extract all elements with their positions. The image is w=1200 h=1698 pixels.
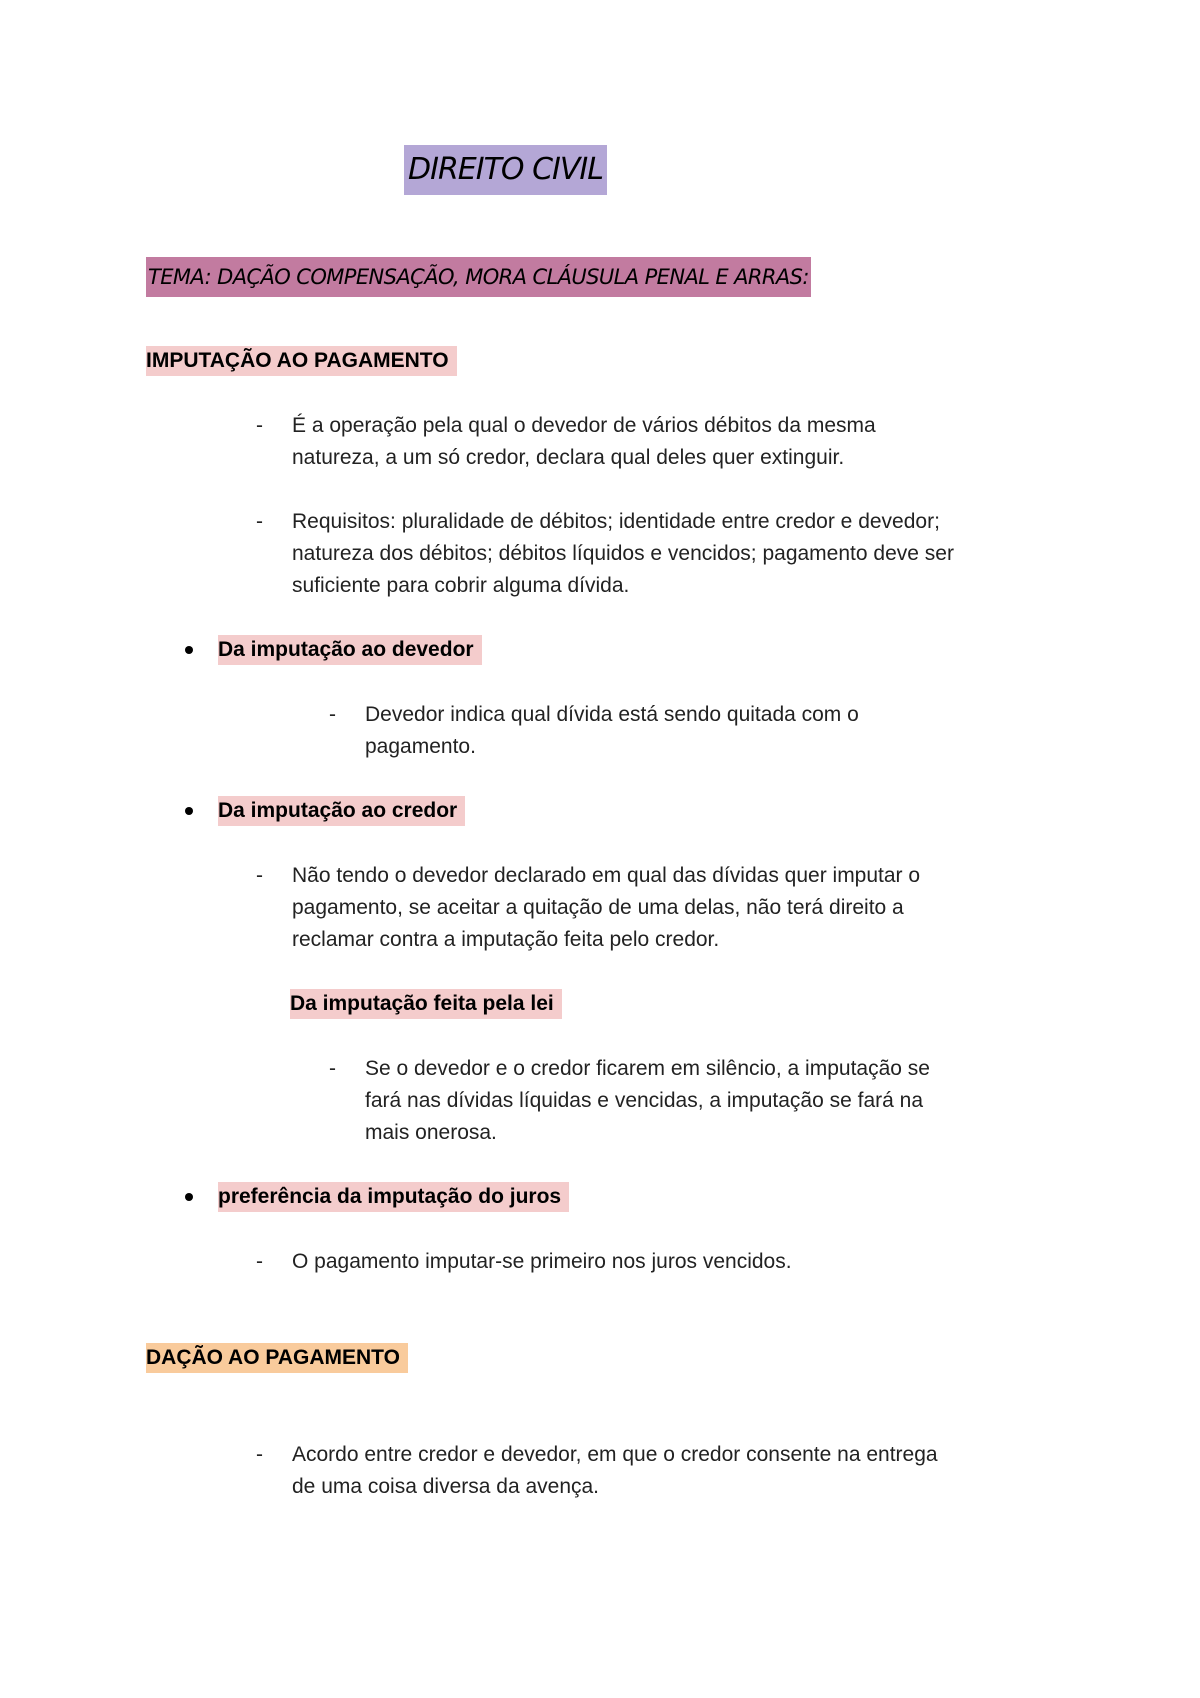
tema-heading: TEMA: DAÇÃO COMPENSAÇÃO, MORA CLÁUSULA PENAL E ARRAS:	[146, 257, 811, 297]
subheading-credor: Da imputação ao credor	[218, 796, 465, 826]
text-line: Devedor indica qual dívida está sendo quitada com o	[365, 703, 859, 726]
subheading-lei: Da imputação feita pela lei	[290, 989, 562, 1019]
dash-marker: -	[256, 1250, 263, 1273]
dash-marker: -	[256, 864, 263, 887]
lei-paragraph	[365, 1053, 930, 1149]
dash-marker: -	[256, 1443, 263, 1466]
text-line: O pagamento imputar-se primeiro nos juros vencidos.	[292, 1250, 792, 1273]
requisitos-paragraph	[292, 506, 954, 602]
text-line: natureza dos débitos; débitos líquidos e vencidos; pagamento deve ser	[292, 542, 954, 565]
text-line: pagamento.	[365, 735, 476, 758]
text-line: suficiente para cobrir alguma dívida.	[292, 574, 630, 597]
text-line: Se o devedor e o credor ficarem em silêncio, a imputação se	[365, 1057, 930, 1080]
section-heading-dacao: DAÇÃO AO PAGAMENTO	[146, 1343, 408, 1373]
section-heading-imputacao: IMPUTAÇÃO AO PAGAMENTO	[146, 346, 457, 376]
dacao-paragraph	[292, 1439, 938, 1503]
bullet-icon	[185, 807, 193, 815]
text-line: pagamento, se aceitar a quitação de uma delas, não terá direito a	[292, 896, 904, 919]
document-title: DIREITO CIVIL	[404, 145, 607, 195]
dash-marker: -	[256, 510, 263, 533]
devedor-paragraph	[365, 699, 859, 763]
bullet-icon	[185, 1193, 193, 1201]
juros-paragraph	[292, 1246, 792, 1278]
subheading-devedor: Da imputação ao devedor	[218, 635, 482, 665]
dash-marker: -	[329, 703, 336, 726]
dash-marker: -	[256, 414, 263, 437]
dash-marker: -	[329, 1057, 336, 1080]
text-line: fará nas dívidas líquidas e vencidas, a imputação se fará na	[365, 1089, 923, 1112]
credor-paragraph	[292, 860, 920, 956]
text-line: Requisitos: pluralidade de débitos; identidade entre credor e devedor;	[292, 510, 940, 533]
text-line: É a operação pela qual o devedor de vários débitos da mesma	[292, 414, 876, 437]
bullet-icon	[185, 646, 193, 654]
text-line: Acordo entre credor e devedor, em que o credor consente na entrega	[292, 1443, 938, 1466]
subheading-juros: preferência da imputação do juros	[218, 1182, 569, 1212]
text-line: reclamar contra a imputação feita pelo credor.	[292, 928, 720, 951]
definition-paragraph	[292, 410, 876, 474]
text-line: de uma coisa diversa da avença.	[292, 1475, 600, 1498]
text-line: Não tendo o devedor declarado em qual das dívidas quer imputar o	[292, 864, 921, 887]
text-line: mais onerosa.	[365, 1121, 497, 1144]
text-line: natureza, a um só credor, declara qual deles quer extinguir.	[292, 446, 845, 469]
